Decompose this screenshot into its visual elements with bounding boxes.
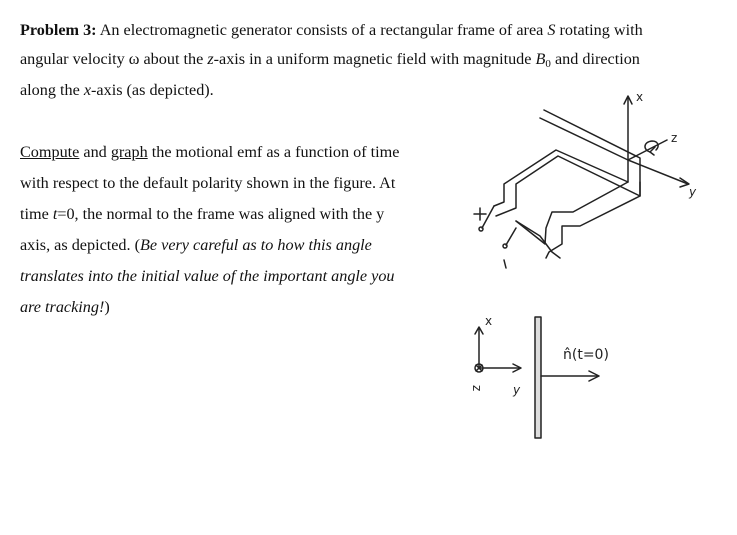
frame-lower-outline <box>546 182 640 258</box>
b-subscript: 0 <box>545 58 551 70</box>
text: rotating with <box>555 21 643 39</box>
text: translates into the initial value of the important angle you <box>20 267 395 285</box>
text: along the <box>20 81 84 99</box>
label-x-top: x <box>636 90 644 104</box>
frame-lower-inner <box>516 182 628 244</box>
text: -axis in a uniform magnetic field with magnitude <box>213 50 536 68</box>
terminal-minus <box>503 244 507 248</box>
text: Be very careful as to how this angle <box>140 236 372 254</box>
label-x-bottom: x <box>485 314 493 328</box>
label-y-top: y <box>689 185 697 199</box>
text: with respect to the default polarity shown in the figure. At <box>20 174 396 192</box>
graph-word: graph <box>110 143 148 161</box>
text: -axis (as depicted). <box>91 81 214 99</box>
text: axis, as depicted. ( <box>20 236 141 254</box>
text: the motional emf as a function of time <box>147 143 400 161</box>
frame-edge-on <box>535 317 541 438</box>
problem-label: Problem 3: <box>20 21 97 39</box>
terminal-plus <box>479 227 483 231</box>
minus-sign <box>504 260 506 268</box>
compute-word: Compute <box>20 143 80 161</box>
z-symbol: z <box>207 50 214 68</box>
text: ) <box>104 298 110 316</box>
b-symbol: B <box>535 50 546 68</box>
label-normal: n̂(t=0) <box>563 347 609 363</box>
label-z-top: z <box>671 131 678 145</box>
area-symbol: S <box>547 21 556 39</box>
text: and <box>79 143 111 161</box>
lead-plus <box>482 206 494 228</box>
frame-upper-inner <box>496 110 640 216</box>
lead-minus <box>506 228 516 245</box>
t-symbol: t <box>52 205 58 223</box>
text: An electromagnetic generator consists of a rectangular frame of area <box>96 21 548 39</box>
label-y-bottom: y <box>513 383 521 397</box>
y-axis-3d <box>628 160 688 184</box>
text: are tracking! <box>20 298 105 316</box>
text: about the <box>139 50 208 68</box>
text: time <box>20 205 53 223</box>
text: angular velocity <box>20 50 129 68</box>
x-symbol: x <box>83 81 92 99</box>
text: =0, the normal to the frame was aligned with the y <box>57 205 385 223</box>
label-z-bottom: z <box>470 385 484 392</box>
omega-symbol: ω <box>128 50 140 68</box>
text: and direction <box>550 50 640 68</box>
